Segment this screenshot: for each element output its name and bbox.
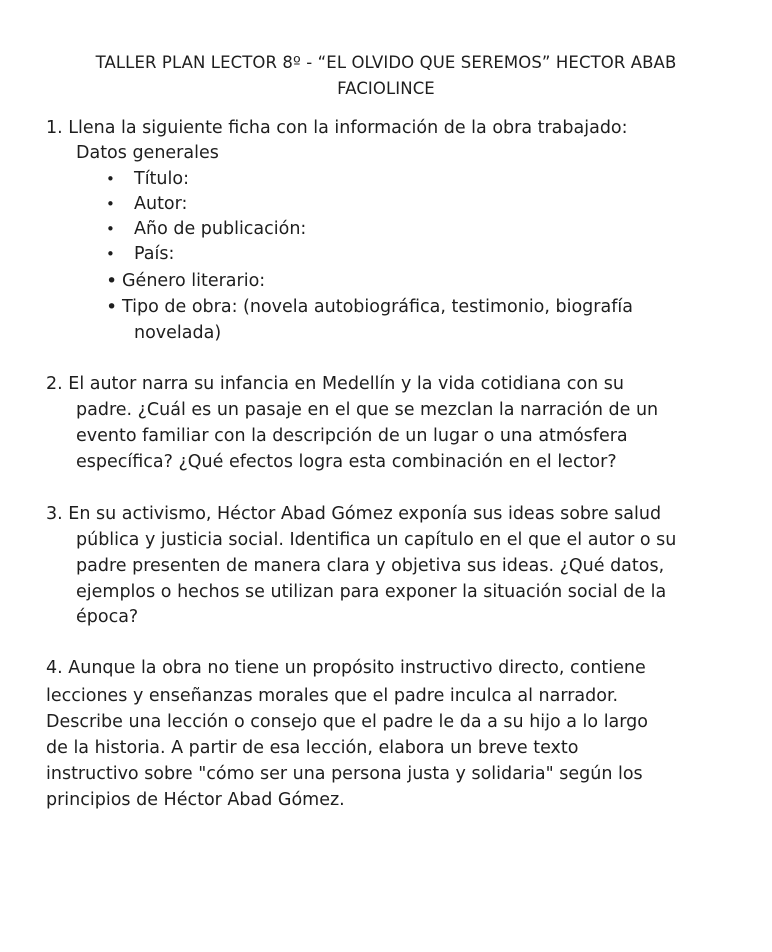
question-4-line: 4. Aunque la obra no tiene un propósito instructivo directo, contiene [46,658,646,678]
field-tipo-obra: Tipo de obra: (novela autobiográfica, testimonio, biografía [122,297,633,317]
question-3-line: 3. En su activismo, Héctor Abad Gómez exponía sus ideas sobre salud [46,504,662,524]
question-3-line: ejemplos o hechos se utilizan para exponer la situación social de la [76,582,667,602]
question-3-line: época? [76,607,139,627]
field-pais: País: [134,244,175,264]
bullet-icon: • [106,170,115,188]
bullet-icon: • [106,270,118,292]
question-4-line: instructivo sobre "cómo ser una persona justa y solidaria" según los [46,764,643,784]
bullet-icon: • [106,296,118,318]
question-4-line: Describe una lección o consejo que el padre le da a su hijo a lo largo [46,712,648,732]
question-4-line: lecciones y enseñanzas morales que el padre inculca al narrador. [46,686,619,706]
question-2-line: evento familiar con la descripción de un lugar o una atmósfera [76,426,628,446]
datos-generales-heading: Datos generales [76,143,219,163]
bullet-icon: • [106,245,115,263]
field-genero-literario: Género literario: [122,271,266,291]
question-3-line: padre presenten de manera clara y objetiva sus ideas. ¿Qué datos, [76,556,665,576]
field-tipo-obra-continued: novelada) [134,323,222,343]
bullet-icon: • [106,195,115,213]
field-titulo: Título: [134,169,189,189]
worksheet-title [40,50,732,102]
question-1-intro: 1. Llena la siguiente ficha con la información de la obra trabajado: [46,118,628,138]
title-line-1: TALLER PLAN LECTOR 8º - “EL OLVIDO QUE SEREMOS” HECTOR ABAB [95,53,677,72]
bullet-icon: • [106,220,115,238]
question-2-line: padre. ¿Cuál es un pasaje en el que se mezclan la narración de un [76,400,659,420]
question-4-line: de la historia. A partir de esa lección, elabora un breve texto [46,738,579,758]
title-line-2: FACIOLINCE [337,79,435,98]
field-ano-publicacion: Año de publicación: [134,219,307,239]
question-4-line: principios de Héctor Abad Gómez. [46,790,345,810]
field-autor: Autor: [134,194,188,214]
question-3-line: pública y justicia social. Identifica un capítulo en el que el autor o su [76,530,677,550]
question-2-line: específica? ¿Qué efectos logra esta combinación en el lector? [76,452,617,472]
question-2-line: 2. El autor narra su infancia en Medellín y la vida cotidiana con su [46,374,624,394]
